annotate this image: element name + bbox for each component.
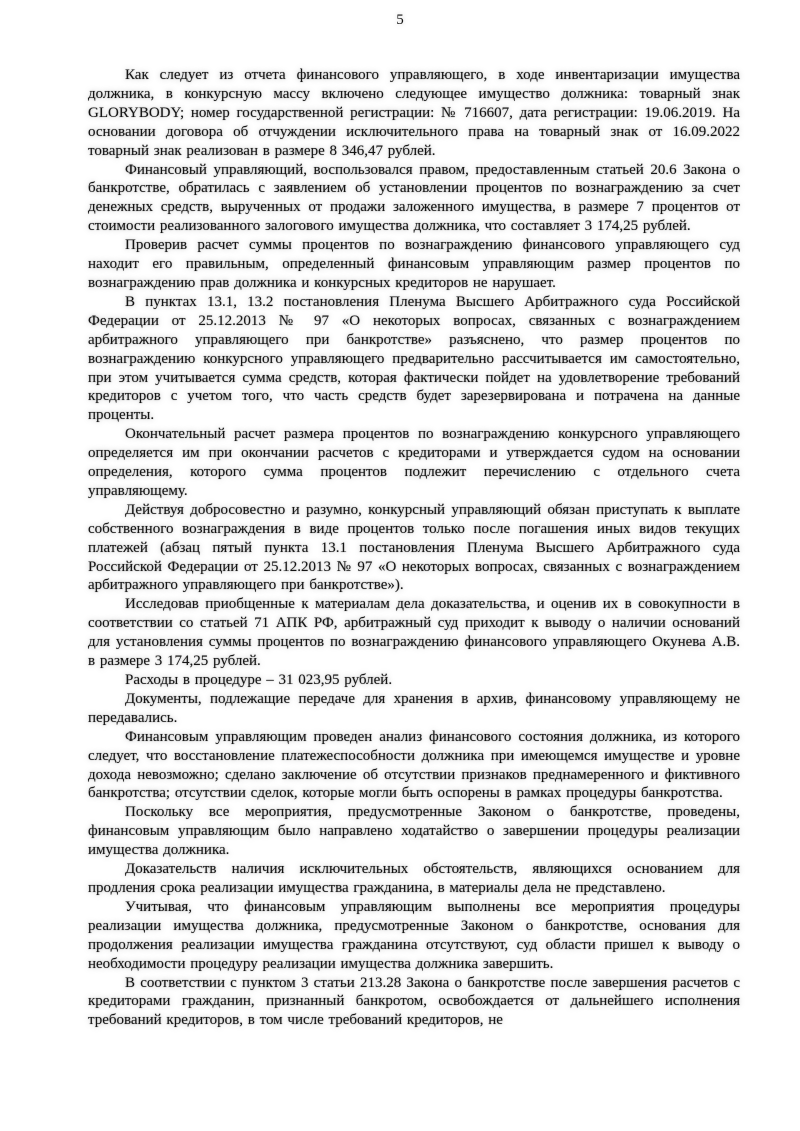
body-paragraph: Расходы в процедуре – 31 023,95 рублей. bbox=[125, 672, 393, 688]
body-paragraph: Исследовав приобщенные к материалам дела доказательства, и оценив их в совокупности в соответствии со статьей 71 АПК РФ, арбитражный суд приходит к выводу о наличии оснований для установления суммы процентов по вознаграждению финансового управляющего Окунева А.В. в размере 3 174,25 рублей. bbox=[88, 596, 740, 670]
body-paragraph: Доказательств наличия исключительных обстоятельств, являющихся основанием для продления срока реализации имущества гражданина, в материалы дела не представлено. bbox=[88, 861, 740, 896]
body-paragraph: Финансовым управляющим проведен анализ финансового состояния должника, из которого следует, что восстановление платежеспособности должника при имеющемся имуществе и уровне дохода невозможно; сделано заключение об отсутствии признаков преднамеренного и фиктивного банкротства; отсутствии сделок, которые могли быть оспорены в рамках процедуры банкротства. bbox=[88, 728, 740, 802]
document-body bbox=[88, 66, 740, 1030]
body-paragraph: Действуя добросовестно и разумно, конкурсный управляющий обязан приступать к выплате собственного вознаграждения в виде процентов только после погашения иных видов текущих платежей (абзац пятый пункта 13.1 постановления Пленума Высшего Арбитражного суда Российской Федерации от 25.12.2013 № 97 «О некоторых вопросах, связанных с вознаграждением арбитражного управляющего при банкротстве»). bbox=[88, 501, 740, 594]
body-paragraph: Документы, подлежащие передаче для хранения в архив, финансовому управляющему не передавались. bbox=[88, 690, 740, 726]
body-paragraph: Окончательный расчет размера процентов по вознаграждению конкурсного управляющего определяется им при окончании расчетов с кредиторами и утверждается судом на основании определения, которого сумма процентов подлежит перечислению с отдельного счета управляющему. bbox=[88, 426, 740, 499]
body-paragraph: Проверив расчет суммы процентов по вознаграждению финансового управляющего суд находит его правильным, определенный финансовым управляющим размер процентов по вознаграждению прав должника и конкурсных кредиторов не нарушает. bbox=[88, 237, 740, 291]
body-paragraph: В пунктах 13.1, 13.2 постановления Пленума Высшего Арбитражного суда Российской Федерации от 25.12.2013 № 97 «О некоторых вопросах, связанных с вознаграждением арбитражного управляющего при банкротстве» разъяснено, что размер процентов по вознаграждению конкурсного управляющего предварительно рассчитывается им самостоятельно, при этом учитывается сумма средств, которая фактически пойдет на удовлетворение требований кредиторов с учетом того, что часть средств будет зарезервирована и потрачена на данные проценты. bbox=[88, 293, 740, 424]
body-paragraph: Как следует из отчета финансового управляющего, в ходе инвентаризации имущества должника, в конкурсную массу включено следующее имущество должника: товарный знак GLORYBODY; номер государственной регистрации: № 716607, дата регистрации: 19.06.2019. На основании договора об отчуждении исключительного права на товарный знак от 16.09.2022 товарный знак реализован в размере 8 346,47 рублей. bbox=[88, 67, 740, 159]
page-number: 5 bbox=[396, 12, 404, 28]
body-paragraph: Поскольку все мероприятия, предусмотренные Законом о банкротстве, проведены, финансовым управляющим было направлено ходатайство о завершении процедуры реализации имущества должника. bbox=[88, 804, 740, 859]
body-paragraph: Финансовый управляющий, воспользовался правом, предоставленным статьей 20.6 Закона о банкротстве, обратилась с заявлением об установлении процентов по вознаграждению за счет денежных средств, вырученных от продажи заложенного имущества, в размере 7 процентов от стоимости реализованного залогового имущества должника, что составляет 3 174,25 рублей. bbox=[88, 161, 740, 235]
body-paragraph: В соответствии с пунктом 3 статьи 213.28 Закона о банкротстве после завершения расчетов с кредиторами гражданин, признанный банкротом, освобождается от дальнейшего исполнения требований кредиторов, в том числе требований кредиторов, не bbox=[88, 974, 740, 1029]
body-paragraph: Учитывая, что финансовым управляющим выполнены все мероприятия процедуры реализации имущества должника, предусмотренные Законом о банкротстве, основания для продолжения реализации имущества гражданина отсутствуют, суд области пришел к выводу о необходимости процедуру реализации имущества должника завершить. bbox=[88, 898, 740, 972]
